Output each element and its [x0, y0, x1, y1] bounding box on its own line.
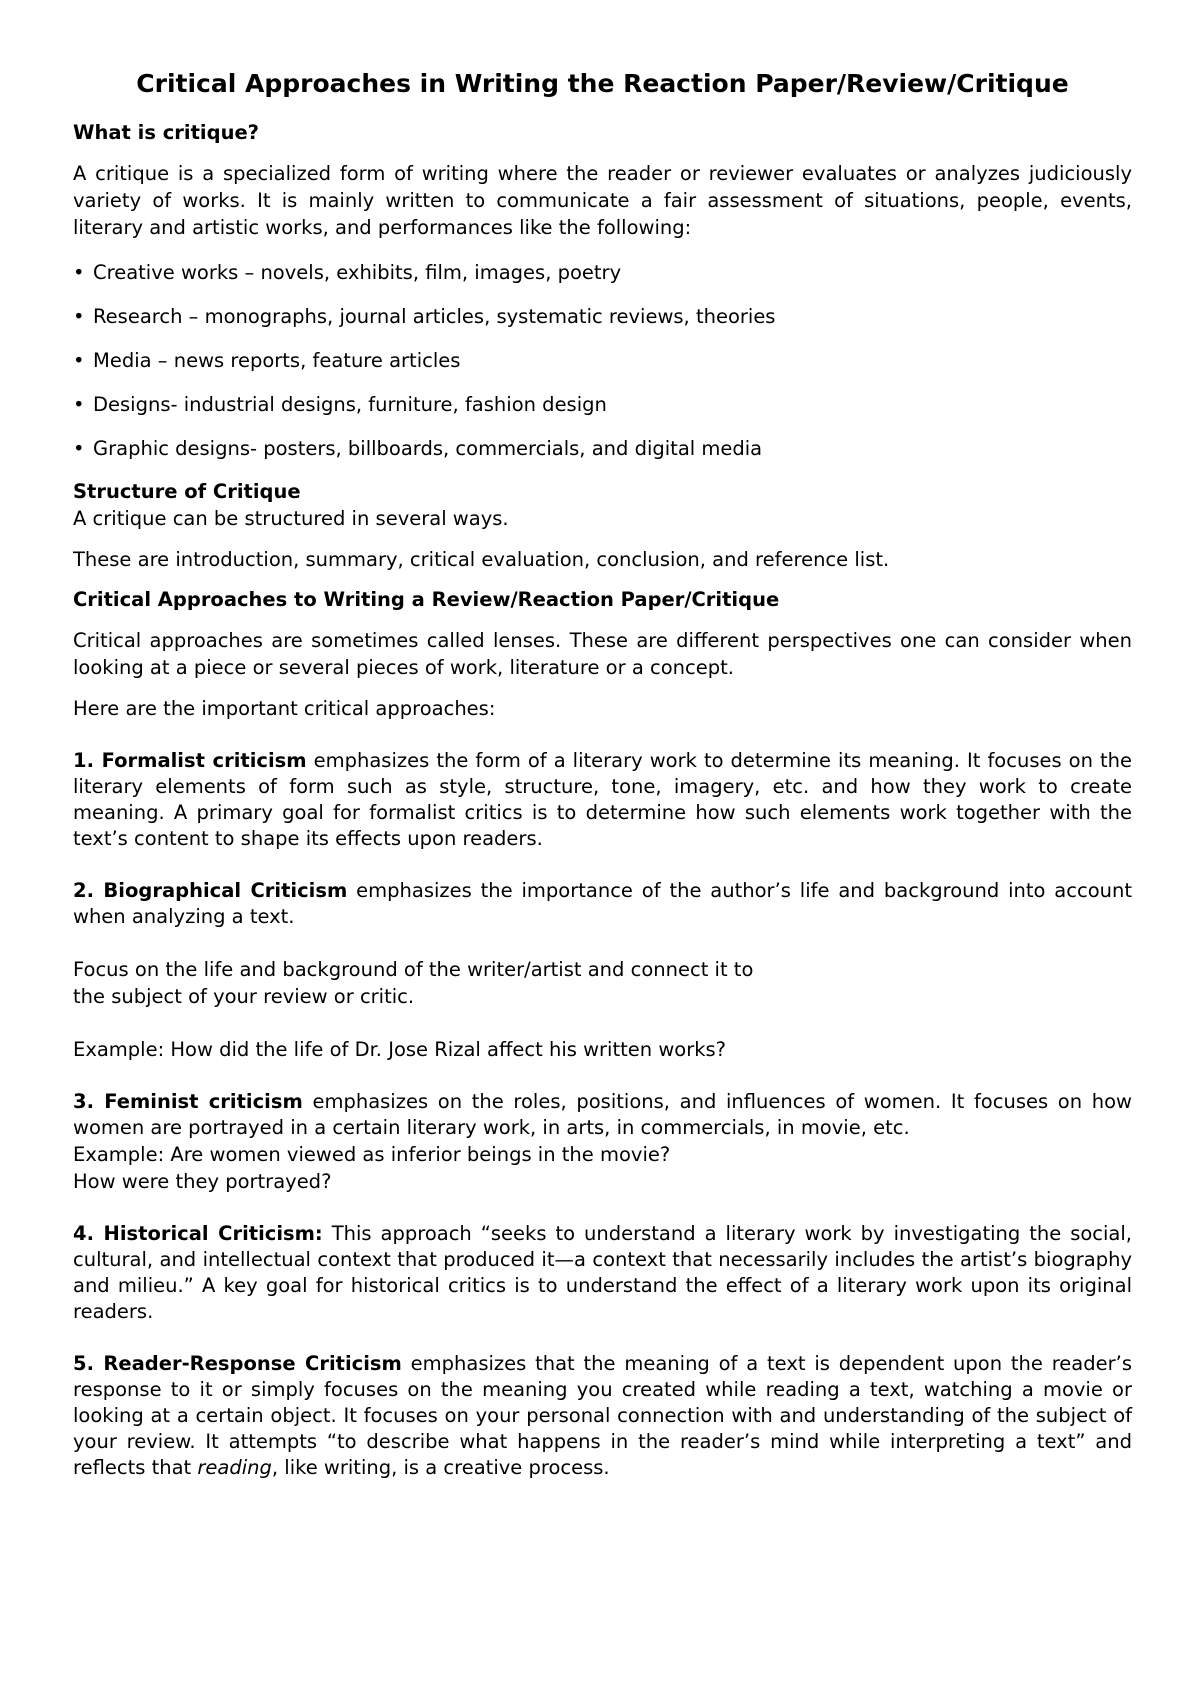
what-is-paragraph: A critique is a specialized form of writing where the reader or reviewer evaluates or analyzes judiciously variety of works. It is mainly written to communicate a fair assessment of situations, people, events, literary and artistic works, and performances like the following: — [73, 162, 1132, 239]
reading-emphasis: reading — [197, 1456, 272, 1479]
bullet-icon: • — [73, 261, 85, 284]
works-list — [73, 259, 1132, 462]
bullet-icon: • — [73, 305, 85, 328]
formalist-section — [73, 748, 1132, 852]
feminist-section — [73, 1089, 1132, 1195]
structure-line-1: A critique can be structured in several ways. — [73, 507, 509, 530]
bullet-icon: • — [73, 437, 85, 460]
formalist-term: 1. Formalist criticism — [73, 749, 307, 772]
historical-section — [73, 1221, 1132, 1325]
historical-paragraph: 4. Historical Criticism: This approach “seeks to understand a literary work by investigating the social, cultural, and intellectual context that produced it—a context that necessarily includes the artist’s biography and milieu.” A key goal for historical critics is to understand the effect of a literary work upon its original readers. — [73, 1222, 1132, 1323]
list-item: • Designs- industrial designs, furniture, fashion design — [73, 393, 607, 416]
reader-response-section — [73, 1351, 1132, 1481]
historical-term: 4. Historical Criticism: — [73, 1222, 323, 1245]
approaches-intro: Critical approaches are sometimes called lenses. These are different perspectives one can consider when looking at a piece or several pieces of work, literature or a concept. — [73, 629, 1132, 679]
list-item: • Graphic designs- posters, billboards, commercials, and digital media — [73, 437, 763, 460]
biographical-focus-line-2: the subject of your review or critic. — [73, 985, 415, 1008]
what-is-heading: What is critique? — [73, 121, 259, 144]
list-item: • Media – news reports, feature articles — [73, 349, 461, 372]
structure-line-2: These are introduction, summary, critical evaluation, conclusion, and reference list. — [73, 548, 890, 571]
biographical-section — [73, 878, 1132, 1063]
bullet-icon: • — [73, 393, 85, 416]
bullet-icon: • — [73, 349, 85, 372]
list-item: • Research – monographs, journal articles, systematic reviews, theories — [73, 305, 776, 328]
biographical-term: 2. Biographical Criticism — [73, 879, 348, 902]
approaches-lead: Here are the important critical approaches: — [73, 697, 496, 720]
document-title: Critical Approaches in Writing the Reaction Paper/Review/Critique — [136, 69, 1069, 98]
reader-response-paragraph: 5. Reader-Response Criticism emphasizes that the meaning of a text is dependent upon the reader’s response to it or simply focuses on the meaning you created while reading a text, watching a movie or looking at a certain object. It focuses on your personal connection with and understanding of the subject of your review. It attempts “to describe what happens in the reader’s mind while interpreting a text” and reflects that reading, like writing, is a creative process. — [73, 1352, 1132, 1479]
structure-heading: Structure of Critique — [73, 480, 301, 503]
list-item: • Creative works – novels, exhibits, film, images, poetry — [73, 261, 622, 284]
biographical-focus-line-1: Focus on the life and background of the writer/artist and connect it to — [73, 958, 754, 981]
approaches-heading: Critical Approaches to Writing a Review/Reaction Paper/Critique — [73, 588, 780, 611]
reader-response-term: 5. Reader-Response Criticism — [73, 1352, 402, 1375]
feminist-term: 3. Feminist criticism — [73, 1090, 303, 1113]
biographical-paragraph: 2. Biographical Criticism emphasizes the importance of the author’s life and background into account when analyzing a text. — [73, 879, 1132, 928]
feminist-example-1: Example: Are women viewed as inferior beings in the movie? — [73, 1143, 671, 1166]
biographical-example: Example: How did the life of Dr. Jose Rizal affect his written works? — [73, 1038, 727, 1061]
formalist-paragraph: 1. Formalist criticism emphasizes the form of a literary work to determine its meaning. It focuses on the literary elements of form such as style, structure, tone, imagery, etc. and how they work to create meaning. A primary goal for formalist critics is to determine how such elements work together with the text’s content to shape its effects upon readers. — [73, 749, 1133, 850]
feminist-paragraph: 3. Feminist criticism emphasizes on the roles, positions, and influences of women. It focuses on how women are portrayed in a certain literary work, in arts, in commercials, in movie, etc. — [73, 1090, 1133, 1139]
feminist-example-2: How were they portrayed? — [73, 1170, 332, 1193]
